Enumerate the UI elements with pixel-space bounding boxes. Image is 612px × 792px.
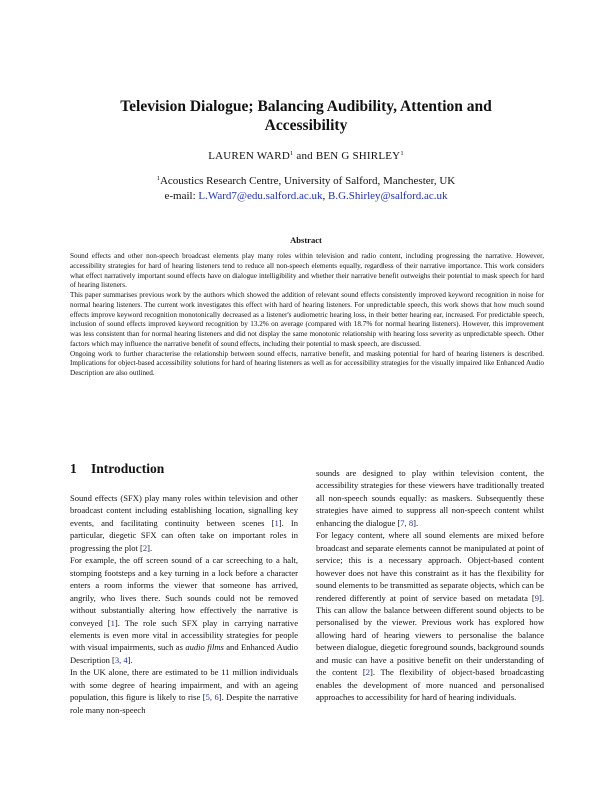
affiliation-line: [80, 171, 532, 189]
abstract-paragraph-2: This paper summarises previous work by the authors which showed the addition of relevant sound effects consistently improved keyword recognition in noise for normal hearing listeners. The current work investigates this effect with hard of hearing listeners. For unpredictable speech, this work shows that how much sound effects improve keyword recognition monotonically decreased as a listener's audiometric hearing loss, in their better hearing ear, increased. For predictable speech, inclusion of sound effects improved keyword recognition by 13.2% on average (compared with 18.7% for normal hearing listeners). However, this improvement was less consistent than for normal hearing listeners and did not display the same monotonic relationship with hearing loss severity as unpredictable speech. Other factors which may influence the narrative benefit of sound effects, including their potential to mask speech, are discussed.: [70, 291, 544, 348]
text-run: ]. The role such SFX play in carrying narrative elements is even more vital in accessibility strategies for people with visual impairments, such as: [70, 617, 298, 653]
author-2-affil-mark: 1: [400, 150, 404, 157]
intro-paragraph-1: [70, 492, 298, 554]
author-1: LAUREN WARD: [208, 150, 290, 162]
citation-link[interactable]: 5, 6: [205, 692, 219, 703]
author-line: [80, 150, 532, 162]
text-run: In the UK alone, there are estimated to be 11 million individuals with some degree of hearing impairment, and with an ageing population, this figure is likely to rise [: [70, 667, 298, 703]
text-run: ].: [127, 654, 133, 665]
citation-link[interactable]: 2: [142, 542, 148, 553]
text-run: and Enhanced Audio Description [: [70, 642, 299, 665]
author-1-affil-mark: 1: [289, 150, 294, 157]
text-run: ]. In particular, diegetic SFX can often take on important roles in progressing the plot [: [70, 517, 298, 553]
citation-link[interactable]: 1: [274, 517, 279, 528]
abstract-body: [70, 252, 544, 379]
intro-paragraph-4: [316, 467, 544, 529]
citation-link[interactable]: 7, 8: [400, 517, 414, 528]
text-run: Sound effects (SFX) play many roles within television and other broadcast content including establishing location, signalling key events, and facilitating continuity between scenes [: [70, 493, 298, 528]
affiliation-mark: 1: [156, 175, 160, 182]
author-2: BEN G SHIRLEY: [315, 150, 401, 162]
section-heading-introduction: [70, 461, 164, 477]
citation-link[interactable]: 9: [534, 592, 540, 603]
paper-title: Television Dialogue; Balancing Audibility, Attention and Accessibility: [120, 98, 492, 134]
intro-paragraph-3: [70, 666, 298, 716]
text-run: sounds are designed to play within television content, the accessibility strategies for these viewers have traditionally treated all non-speech sounds equally: as maskers. Subsequently these strategies have aimed to suppress all non-speech content whilst enhancing the dialogue [: [316, 468, 544, 528]
email-label: e-mail:: [164, 190, 199, 202]
abstract-paragraph-3: Ongoing work to further characterise the relationship between sound effects, narrative benefit, and masking potential for hard of hearing listeners is described. Implications for object-based accessibility solutions for hard of hearing listeners as well as for accessibility strategies for the visually impaired like Enhanced Audio Description are also outlined.: [70, 349, 544, 377]
text-run: For legacy content, where all sound elements are mixed before broadcast and separate elements cannot be manipulated at point of service; this is a necessary approach. Object-based content however does not have this constraint as it has the flexibility for sound elements to be transmitted as separate objects, which can be rendered differently at point of service based on metadata [: [316, 530, 544, 603]
text-run: ]. Despite the narrative role many non-speech: [70, 692, 298, 715]
intro-paragraph-2: [70, 554, 298, 666]
text-run: ].: [147, 542, 153, 553]
emphasis-audio-films: audio films: [185, 642, 224, 653]
text-run: ]. The flexibility of object-based broadcasting enables the development of more nuanced and personalised approaches to accessibility for hard of hearing individuals.: [316, 667, 544, 703]
email-line: [80, 189, 532, 204]
citation-link[interactable]: 3, 4: [114, 654, 128, 665]
section-title: Introduction: [91, 461, 165, 476]
affiliation-text: Acoustics Research Centre, University of Salford, Manchester, UK: [159, 175, 456, 187]
citation-link[interactable]: 2: [365, 667, 370, 678]
abstract-paragraph-1: Sound effects and other non-speech broadcast elements play many roles within television and radio content, including progressing the narrative. However, accessibility strategies for hard of hearing listeners tend to reduce all non-speech elements equally, regardless of their narrative importance. This work considers what effect narratively important sound effects have on dialogue intelligibility and whether their narrative benefit outweighs their potential to mask speech for hard of hearing listeners.: [70, 252, 544, 290]
text-run: For example, the off screen sound of a car screeching to a halt, stomping footsteps and a key turning in a lock before a character enters a room informs the viewer that someone has arrived, angrily, who lives there. Such sounds could not be removed without substantially altering how effectively the narrative is conveyed [: [70, 555, 298, 628]
affiliation-block: [80, 171, 532, 204]
left-column: [70, 492, 298, 716]
right-column: [316, 467, 544, 704]
email-separator: ,: [322, 190, 328, 202]
section-number: 1: [70, 461, 77, 476]
email-link-ward[interactable]: L.Ward7@edu.salford.ac.uk: [198, 190, 323, 202]
abstract-heading: Abstract: [290, 235, 322, 245]
text-run: ].: [413, 517, 419, 528]
citation-link[interactable]: 1: [110, 617, 115, 628]
email-link-shirley[interactable]: B.G.Shirley@salford.ac.uk: [328, 190, 448, 202]
intro-paragraph-5: [316, 529, 544, 703]
author-conjunction: and: [293, 150, 316, 162]
text-run: ]. This can allow the balance between different sound objects to be personalised by the viewer. Previous work has explored how allowing hard of hearing viewers to personalise the balance between dialogue, diegetic foreground sounds, background sounds and music can have a positive benefit on their understanding of the content [: [316, 592, 544, 678]
